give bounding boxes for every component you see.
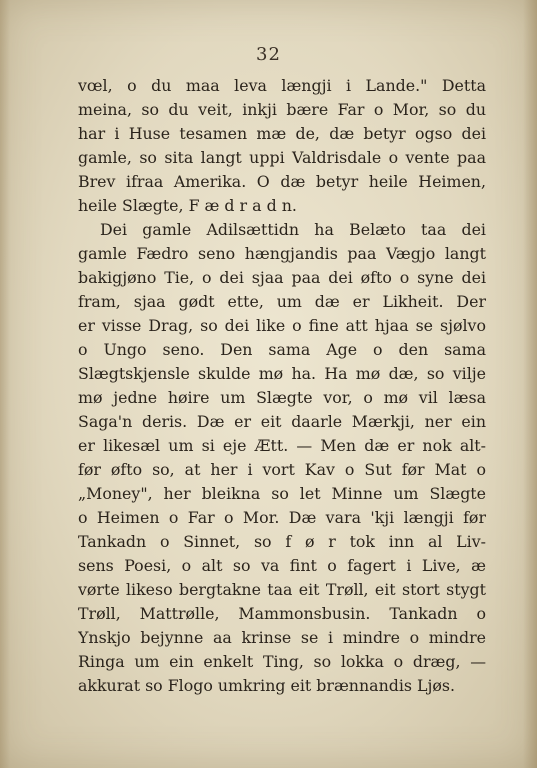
text-line: o Ungo seno. Den sama Age o den sama — [78, 340, 486, 359]
text-line: mø jedne høire um Slægte vor, o mø vil læsa — [78, 388, 486, 407]
page-left-shadow — [0, 0, 10, 768]
text-line: gamle, so sita langt uppi Valdrisdale o vente paa — [78, 148, 486, 167]
text-line: Ynskjo bejynne aa krinse se i mindre o mindre — [78, 628, 486, 647]
text-line: Trøll, Mattrølle, Mammonsbusin. Tankadn o — [78, 604, 486, 623]
text-line: akkurat so Flogo umkring eit brænnandis Ljøs. — [78, 676, 456, 695]
text-line: Slægtskjensle skulde mø ha. Ha mø dæ, so vilje — [78, 364, 486, 383]
text-line: Dei gamle Adilsættidn ha Belæto taa dei — [100, 220, 486, 239]
text-line: er likesæl um si eje Ætt. — Men dæ er nok alt- — [78, 436, 486, 455]
text-line: Brev ifraa Amerika. O dæ betyr heile Heimen, — [78, 172, 486, 191]
text-line: bakigjøno Tie, o dei sjaa paa dei øfto o syne dei — [78, 268, 486, 287]
text-line: før øfto so, at her i vort Kav o Sut før Mat o — [78, 460, 486, 479]
text-line: fram, sjaa gødt ette, um dæ er Likheit. Der — [78, 292, 486, 311]
text-line: heile Slægte, F æ d r a d n. — [78, 196, 297, 215]
text-line: Tankadn o Sinnet, so f ø r tok inn al Liv- — [78, 532, 486, 551]
text-line: vørte likeso bergtakne taa eit Trøll, eit stort stygt — [78, 580, 486, 599]
text-line: Ringa um ein enkelt Ting, so lokka o dræg, — — [78, 652, 486, 671]
text-line: gamle Fædro seno hængjandis paa Vægjo langt — [78, 244, 486, 263]
page-right-shadow — [523, 0, 537, 768]
text-line: meina, so du veit, inkji bære Far o Mor, so du — [78, 100, 486, 119]
text-line: er visse Drag, so dei like o fine att hjaa se sjølvo — [78, 316, 486, 335]
text-line: Saga'n deris. Dæ er eit daarle Mærkji, ner ein — [78, 412, 486, 431]
text-line: har i Huse tesamen mæ de, dæ betyr ogso dei — [78, 124, 486, 143]
text-line: sens Poesi, o alt so va fint o fagert i Live, æ — [78, 556, 486, 575]
page-number: 32 — [256, 44, 281, 65]
text-line: o Heimen o Far o Mor. Dæ vara 'kji længji før — [78, 508, 486, 527]
text-line: vœl, o du maa leva længji i Lande." Detta — [78, 76, 486, 95]
body-text — [78, 74, 486, 698]
text-line: „Money", her bleikna so let Minne um Slægte — [78, 484, 486, 503]
